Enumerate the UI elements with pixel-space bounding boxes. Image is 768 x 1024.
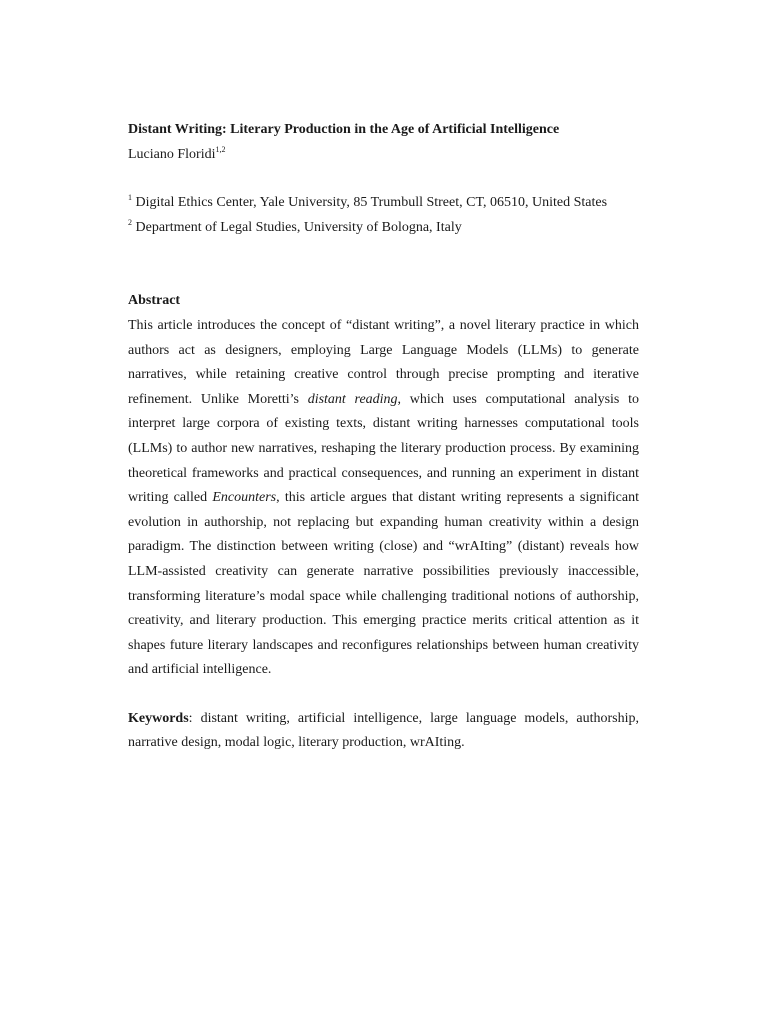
affiliation-2 [128,216,639,241]
keywords-label: Keywords [128,710,189,726]
affiliations [128,191,639,240]
abstract-text-part-2: , which uses computational analysis to interpret large corpora of existing texts, distant writing harnesses computational tools (LLMs) to author new narratives, reshaping the literary production process. By examining theoretical frameworks and practical consequences, and running an experiment in distant writing called [128,391,639,506]
paper-title: Distant Writing: Literary Production in the Age of Artificial Intelligence [128,122,560,137]
paper-front-matter [128,118,639,756]
keywords [128,707,639,756]
author-name: Luciano Floridi [128,146,216,162]
abstract-body [128,314,639,683]
affiliation-2-text: Department of Legal Studies, University of Bologna, Italy [135,219,462,235]
abstract-heading: Abstract [128,293,181,309]
affiliation-1-text: Digital Ethics Center, Yale University, 85 Trumbull Street, CT, 06510, United States [135,195,608,211]
affiliation-1-mark: 1 [128,193,132,203]
abstract-text-part-1: This article introduces the concept of “distant writing”, a novel literary practice in which authors act as designers, employing Large Language Models (LLMs) to generate narratives, while retaining creative control through precise prompting and iterative refinement. Unlike Moretti’s [128,317,639,407]
abstract-text-part-3: , this article argues that distant writing represents a significant evolution in authorship, not replacing but expanding human creativity within a design paradigm. The distinction between writing (close) and “wrAIting” (distant) reveals how LLM-assisted creativity can generate narrative possibilities previously inaccessible, transforming literature’s modal space while challenging traditional notions of authorship, creativity, and literary production. This emerging practice merits critical attention as it shapes future literary landscapes and reconfigures relationships between human creativity and artificial intelligence. [128,490,639,678]
abstract-emphasis-encounters: Encounters [212,490,277,506]
affiliation-1 [128,191,639,216]
abstract-emphasis-distant-reading: distant reading [307,391,398,407]
keywords-text: : distant writing, artificial intelligence, large language models, authorship, narrative design, modal logic, literary production, wrAIting. [128,710,639,751]
author-affiliation-marks: 1,2 [215,144,226,154]
affiliation-2-mark: 2 [128,217,132,227]
author-line [128,143,639,168]
